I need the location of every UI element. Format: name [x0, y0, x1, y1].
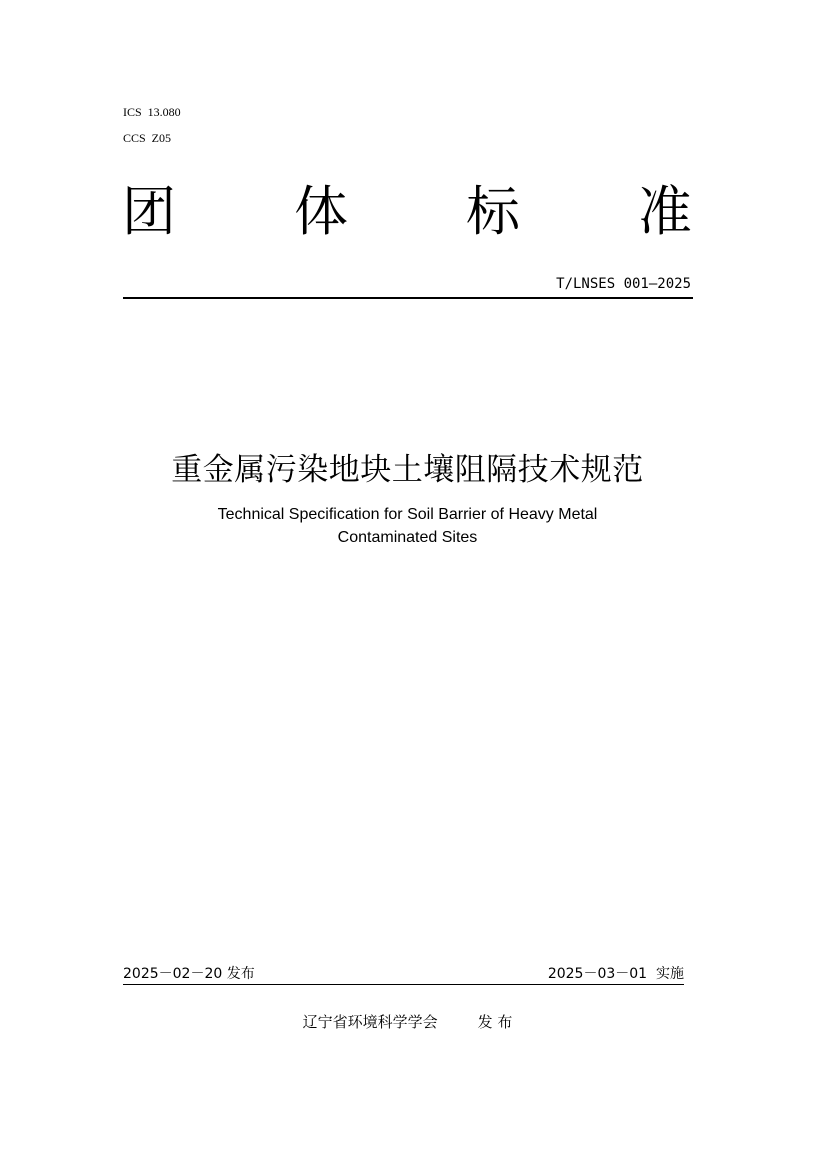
- doc-type-char: 体: [294, 180, 348, 243]
- doc-type-char: 团: [122, 180, 176, 243]
- publisher-name: 辽宁省环境科学学会: [302, 1013, 438, 1031]
- title-english-line-1: Technical Specification for Soil Barrier of Heavy Metal: [217, 506, 598, 523]
- ccs-code: CCS Z05: [123, 131, 172, 145]
- title-chinese: 重金属污染地块土壤阻隔技术规范: [171, 452, 644, 488]
- ics-code: ICS 13.080: [123, 105, 181, 119]
- title-english-line-2: Contaminated Sites: [337, 529, 478, 546]
- document-type-heading: [122, 180, 692, 244]
- standard-number: T/LNSES 001—2025: [556, 276, 691, 292]
- header-divider: [123, 297, 693, 299]
- doc-type-char: 标: [466, 180, 520, 243]
- doc-type-char: 准: [638, 180, 692, 243]
- dates-row: [123, 964, 684, 985]
- issue-date: 2025－02－20 发布: [123, 966, 255, 982]
- publisher-line: [0, 1011, 815, 1033]
- effective-date: 2025－03－01 实施: [547, 966, 684, 982]
- publish-label: 发 布: [477, 1013, 513, 1031]
